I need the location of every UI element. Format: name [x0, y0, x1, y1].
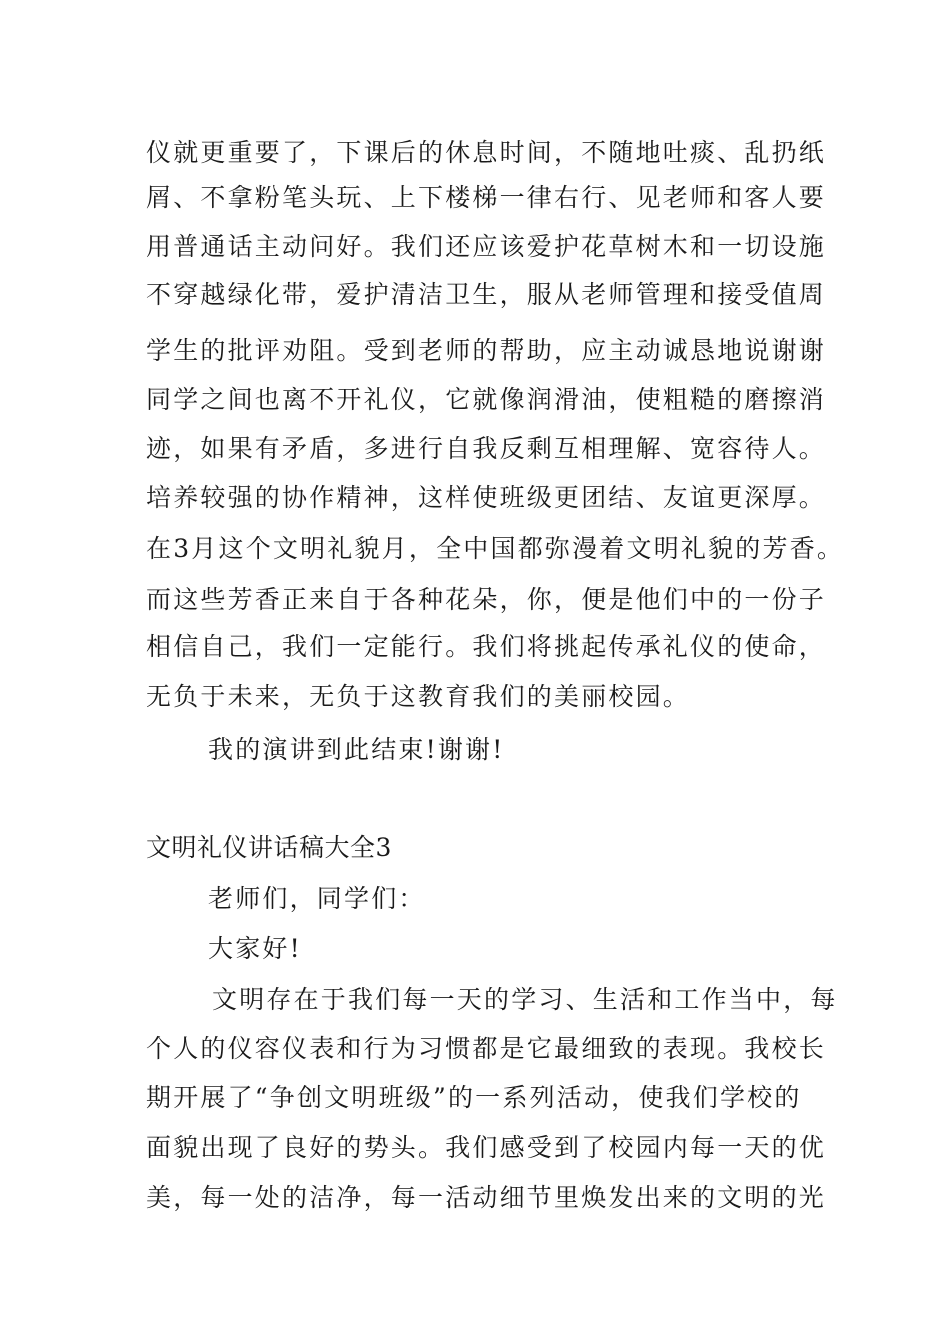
- paragraph-line: 无负于未来，无负于这教育我们的美丽校园。: [146, 682, 691, 711]
- paragraph-line: 屑、不拿粉笔头玩、上下楼梯一律右行、见老师和客人要: [146, 183, 827, 212]
- paragraph-line: 在3月这个文明礼貌月，全中国都弥漫着文明礼貌的芳香。: [146, 534, 845, 563]
- paragraph-line: 仪就更重要了，下课后的休息时间，不随地吐痰、乱扔纸: [146, 138, 827, 167]
- paragraph-line: 期开展了“争创文明班级”的一系列活动，使我们学校的: [146, 1083, 802, 1112]
- closing-line: 我的演讲到此结束!谢谢!: [208, 735, 505, 764]
- paragraph-line: 同学之间也离不开礼仪，它就像润滑油，使粗糙的磨擦消: [146, 385, 827, 414]
- greeting-line: 老师们，同学们：: [208, 884, 426, 913]
- paragraph-line: 面貌出现了良好的势头。我们感受到了校园内每一天的优: [146, 1133, 827, 1162]
- paragraph-line: 相信自己，我们一定能行。我们将挑起传承礼仪的使命，: [146, 632, 827, 661]
- hello-line: 大家好!: [208, 934, 302, 963]
- paragraph-line: 不穿越绿化带，爱护清洁卫生，服从老师管理和接受值周: [146, 280, 827, 309]
- paragraph-line: 美，每一处的洁净，每一活动细节里焕发出来的文明的光: [146, 1183, 827, 1212]
- paragraph-line: 个人的仪容仪表和行为习惯都是它最细致的表现。我校长: [146, 1034, 827, 1063]
- paragraph-line: 而这些芳香正来自于各种花朵，你，便是他们中的一份子: [146, 585, 827, 614]
- paragraph-line: 培养较强的协作精神，这样使班级更团结、友谊更深厚。: [146, 483, 827, 512]
- paragraph-line: 学生的批评劝阻。受到老师的帮助，应主动诚恳地说谢谢: [146, 336, 827, 365]
- paragraph-line: 文明存在于我们每一天的学习、生活和工作当中，每: [212, 985, 838, 1014]
- section-heading: 文明礼仪讲话稿大全3: [146, 833, 392, 862]
- paragraph-line: 迹，如果有矛盾，多进行自我反剩互相理解、宽容待人。: [146, 434, 827, 463]
- paragraph-line: 用普通话主动问好。我们还应该爱护花草树木和一切设施: [146, 232, 827, 261]
